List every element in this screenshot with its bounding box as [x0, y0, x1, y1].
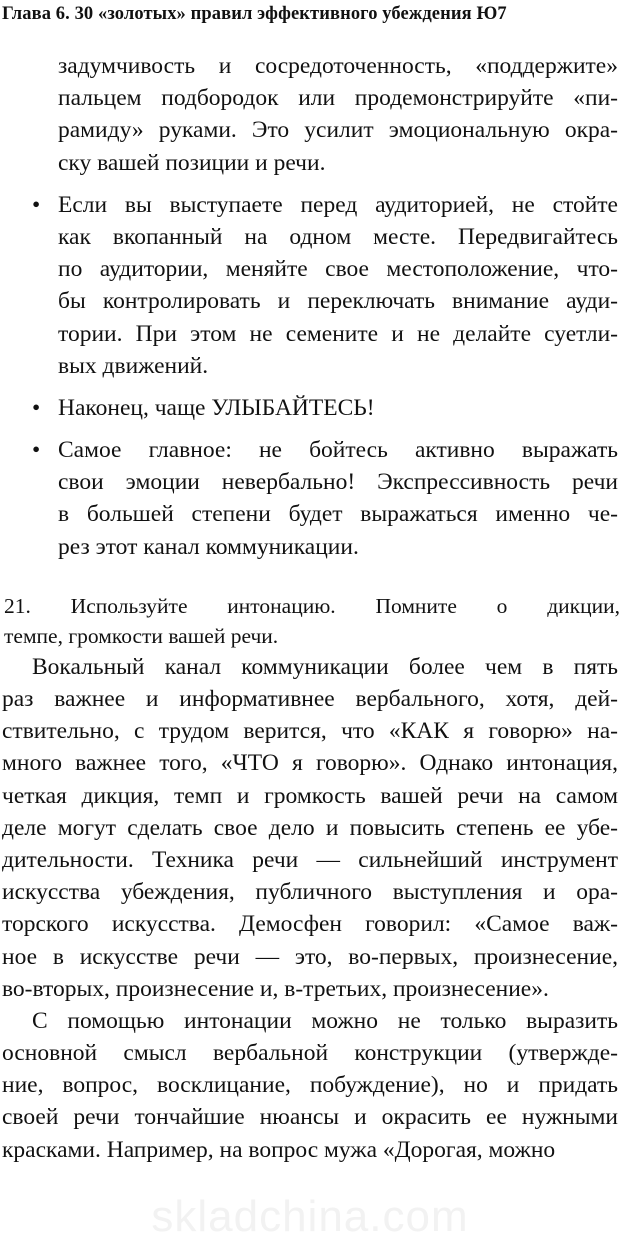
text-line: искусства убеждения, публичного выступления и ора-: [2, 879, 618, 906]
text-line: ствительно, с трудом верится, что «КАК я говорю» на-: [2, 718, 618, 745]
bullet-marker: •: [32, 191, 41, 218]
text-line: задумчивость и сосредоточенность, «поддержите»: [58, 53, 618, 79]
text-line: раз важнее и информативнее вербального, хотя, дей-: [2, 686, 618, 712]
body-paragraph: [0, 1005, 620, 1166]
bullet-item: [0, 434, 620, 563]
bullet-marker: •: [32, 437, 41, 464]
text-line: дительности. Техника речи — сильнейший инструмент: [2, 846, 618, 873]
body-paragraph: [0, 651, 620, 1005]
text-line: в большей степени будет выражаться именно че-: [58, 501, 618, 528]
text-line: много важнее того, «ЧТО я говорю». Однако интонация,: [2, 750, 618, 777]
bullet-item: [0, 189, 620, 382]
text-line: пальцем подбородок или продемонстрируйте «пи-: [58, 85, 618, 112]
text-line: деле могут сделать свое дело и повысить степень ее убе-: [2, 814, 618, 841]
page-body: [0, 50, 620, 1166]
text-line: Если вы выступаете перед аудиторией, не стойте: [58, 191, 618, 218]
text-line: ние, вопрос, восклицание, побуждение), но и придать: [2, 1072, 618, 1099]
bullet-marker: •: [32, 394, 41, 421]
text-line: С помощью интонации можно не только выразить: [32, 1007, 618, 1034]
text-line: четкая дикция, темп и громкость вашей речи на самом: [2, 782, 618, 809]
continuation-paragraph: [0, 50, 620, 179]
text-line: основной смысл вербальной конструкции (утвержде-: [2, 1040, 618, 1067]
text-line: вых движений.: [58, 352, 209, 379]
text-line: как вкопанный на одном месте. Передвигайтесь: [58, 223, 618, 250]
text-line: красками. Например, на вопрос мужа «Дорогая, можно: [2, 1136, 556, 1163]
text-line: торского искусства. Демосфен говорил: «Самое важ-: [2, 911, 618, 938]
text-line: во-вторых, произнесение и, в-третьих, произнесение».: [2, 975, 549, 1002]
watermark: skladchina.com: [151, 1192, 469, 1241]
text-line: свои эмоции невербально! Экспрессивность речи: [58, 469, 618, 496]
text-line: ску вашей позиции и речи.: [58, 149, 326, 176]
text-line: по аудитории, меняйте свое местоположение, что-: [58, 256, 618, 283]
text-line: бы контролировать и переключать внимание ауди-: [58, 288, 618, 315]
text-line: рамиду» руками. Это усилит эмоциональную окра-: [58, 117, 618, 144]
bullet-item: [0, 392, 620, 424]
text-line: своей речи тончайшие нюансы и окрасить ее нужными: [2, 1104, 618, 1131]
running-header: Глава 6. 30 «золотых» правил эффективного убеждения Ю7: [2, 4, 507, 24]
text-line: тории. При этом не семените и не делайте суетли-: [58, 320, 618, 347]
text-line: Наконец, чаще УЛЫБАЙТЕСЬ!: [58, 394, 375, 421]
text-line: темпе, громкости вашей речи.: [4, 623, 279, 648]
text-line: ное в искусстве речи — это, во-первых, произнесение,: [2, 943, 618, 970]
text-line: Вокальный канал коммуникации более чем в пять: [32, 653, 618, 680]
text-line: 21. Используйте интонацию. Помните о дикции,: [4, 593, 620, 618]
text-line: рез этот канал коммуникации.: [58, 533, 359, 560]
rule-21-heading: [0, 591, 620, 651]
text-line: Самое главное: не бойтесь активно выражать: [58, 437, 618, 464]
